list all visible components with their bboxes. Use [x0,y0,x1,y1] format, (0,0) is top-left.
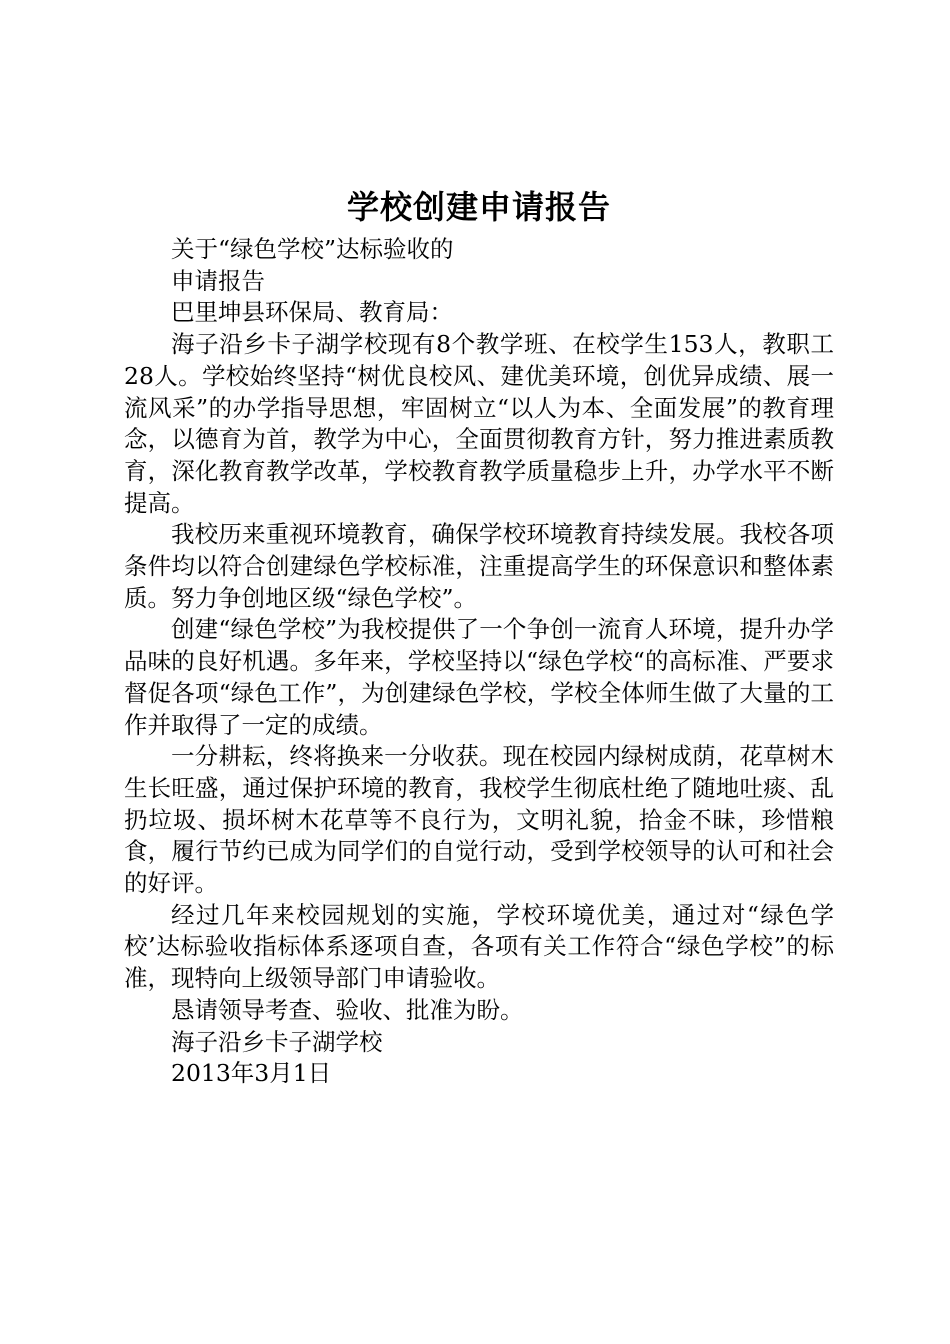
closing-line: 恳请领导考查、验收、批准为盼。 [171,995,524,1024]
body-paragraph: 经过几年来校园规划的实施，学校环境优美，通过对“绿色学校’达标验收指标体系逐项自查，各项有关工作符合“绿色学校”的标准，现特向上级领导部门申请验收。 [124,900,834,993]
document-body [124,182,834,1090]
subject-line: 申请报告 [171,266,265,295]
date-line: 2013年3月1日 [171,1059,332,1088]
document-title: 学校创建申请报告 [346,188,611,226]
body-paragraph: 创建“绿色学校”为我校提供了一个争创一流育人环境，提升办学品味的良好机遇。多年来，学校坚持以“绿色学校“的高标准、严要求督促各项“绿色工作”，为创建绿色学校，学校全体师生做了大量的工作并取得了一定的成绩。 [124,615,834,739]
body-paragraph: 我校历来重视环境教育，确保学校环境教育持续发展。我校各项条件均以符合创建绿色学校标准，注重提高学生的环保意识和整体素质。努力争创地区级“绿色学校”。 [124,520,834,612]
body-paragraph: 海子沿乡卡子湖学校现有8个教学班、在校学生153人，教职工28人。学校始终坚持“树优良校风、建优美环境，创优异成绩、展一流风采”的办学指导思想，牢固树立“以人为本、全面发展”的教育理念，以德育为首，教学为中心，全面贯彻教育方针，努力推进素质教育，深化教育教学改革，学校教育教学质量稳步上升，办学水平不断提高。 [124,330,834,517]
body-paragraph: 一分耕耘，终将换来一分收获。现在校园内绿树成荫，花草树木生长旺盛，通过保护环境的教育，我校学生彻底杜绝了随地吐痰、乱扔垃圾、损坏树木花草等不良行为，文明礼貌，拾金不昧，珍惜粮食，履行节约已成为同学们的自觉行动，受到学校领导的认可和社会的好评。 [124,742,834,898]
recipient-line: 巴里坤县环保局、教育局： [171,298,453,327]
signature-line: 海子沿乡卡子湖学校 [171,1027,383,1056]
subject-line: 关于“绿色学校”达标验收的 [171,235,454,263]
